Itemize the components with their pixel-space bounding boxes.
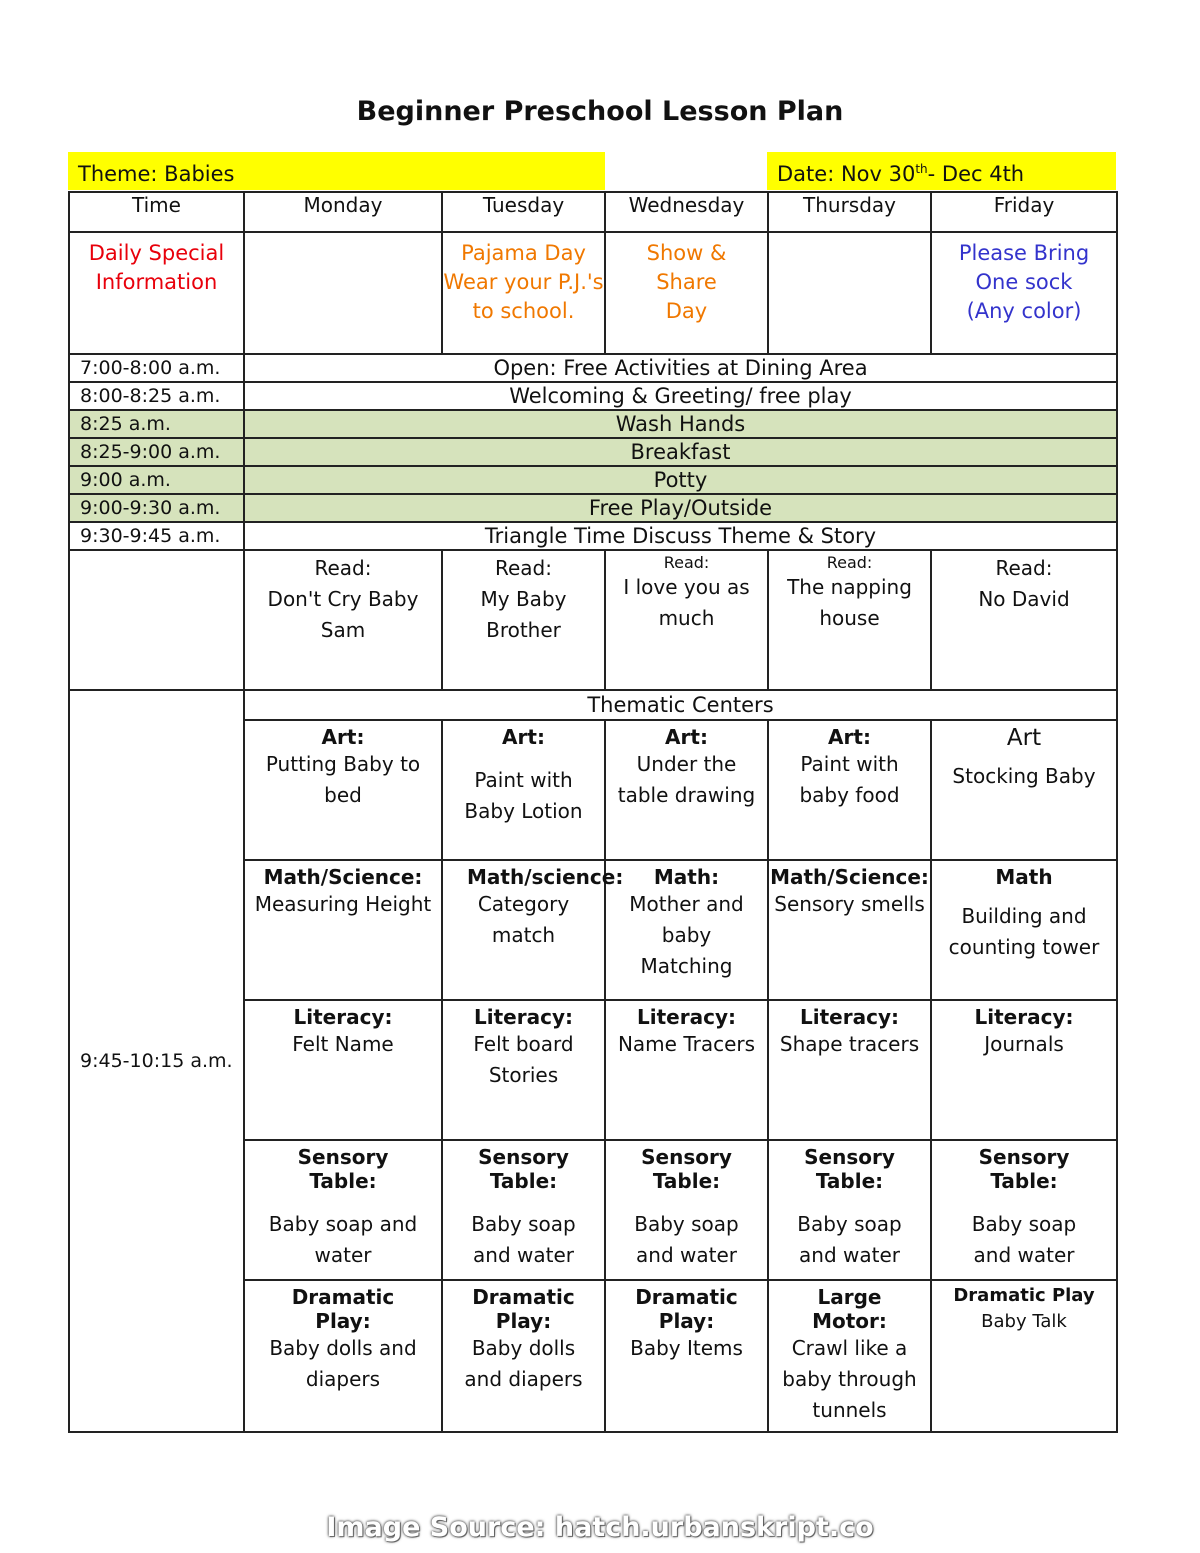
center-cell (931, 1140, 1117, 1280)
schedule-row (69, 522, 1117, 550)
center-value: Felt board Stories (473, 1032, 574, 1087)
center-label: Math (995, 865, 1053, 889)
center-value: Category match (477, 892, 570, 947)
center-label: Art (1006, 725, 1042, 751)
center-value: Putting Baby to bed (265, 752, 421, 807)
center-cell (931, 1280, 1117, 1432)
center-label: Art: (502, 725, 545, 749)
schedule-time: 7:00-8:00 a.m. (69, 354, 244, 382)
center-value: Paint with Baby Lotion (464, 768, 583, 823)
special-thursday (768, 232, 931, 354)
center-cell (931, 720, 1117, 860)
schedule-activity: Breakfast (244, 438, 1117, 466)
center-label: Sensory Table: (478, 1145, 569, 1193)
center-cell (768, 1000, 931, 1140)
center-cell (244, 1140, 442, 1280)
centers-title: Thematic Centers (244, 690, 1117, 720)
read-title: Don't Cry Baby Sam (267, 587, 419, 642)
read-wednesday (605, 550, 768, 690)
read-label: Read: (663, 553, 710, 572)
center-label: Literacy: (474, 1005, 573, 1029)
center-value: Mother and baby Matching (629, 892, 744, 978)
center-label: Dramatic Play (953, 1285, 1095, 1306)
center-value: Building and counting tower (948, 904, 1100, 959)
center-value: Baby Items (630, 1336, 743, 1360)
header-wednesday: Wednesday (605, 192, 768, 232)
center-label: Math/Science: (263, 865, 423, 889)
center-value: Baby dolls and diapers (464, 1336, 583, 1391)
center-cell (442, 720, 605, 860)
theme-banner (68, 152, 605, 190)
special-info-row (69, 232, 1117, 354)
schedule-activity: Triangle Time Discuss Theme & Story (244, 522, 1117, 550)
center-cell (244, 720, 442, 860)
read-friday (931, 550, 1117, 690)
read-row (69, 550, 1117, 690)
center-label: Large Motor: (812, 1285, 887, 1333)
center-label: Math: (653, 865, 720, 889)
read-tuesday (442, 550, 605, 690)
read-time-cell (69, 550, 244, 690)
schedule-row (69, 354, 1117, 382)
date-banner (767, 152, 1116, 190)
center-label: Art: (321, 725, 365, 749)
image-source-watermark: Image Source: hatch.urbanskript.co (326, 1512, 874, 1543)
center-value: Baby soap and water (634, 1212, 739, 1267)
center-label: Literacy: (637, 1005, 736, 1029)
read-title: My Baby Brother (480, 587, 567, 642)
center-label: Math/science: (467, 865, 624, 889)
center-cell (605, 860, 768, 1000)
header-friday: Friday (931, 192, 1117, 232)
center-value: Shape tracers (779, 1032, 920, 1056)
special-tuesday: Pajama Day Wear your P.J.'s to school. (442, 232, 605, 354)
center-label: Sensory Table: (978, 1145, 1070, 1193)
center-cell (768, 1140, 931, 1280)
schedule-row (69, 410, 1117, 438)
center-value: Baby Talk (981, 1311, 1067, 1332)
schedule-activity: Free Play/Outside (244, 494, 1117, 522)
center-cell (931, 860, 1117, 1000)
read-thursday (768, 550, 931, 690)
schedule-row (69, 382, 1117, 410)
schedule-time: 8:25-9:00 a.m. (69, 438, 244, 466)
header-monday: Monday (244, 192, 442, 232)
center-label: Literacy: (800, 1005, 899, 1029)
schedule-time: 9:00 a.m. (69, 466, 244, 494)
center-cell (442, 1280, 605, 1432)
read-label: Read: (826, 553, 873, 572)
schedule-time: 9:30-9:45 a.m. (69, 522, 244, 550)
read-label: Read: (995, 556, 1053, 580)
center-value: Sensory smells (774, 892, 925, 916)
center-label: Sensory Table: (641, 1145, 732, 1193)
special-monday (244, 232, 442, 354)
special-label: Daily Special Information (69, 232, 244, 354)
schedule-activity: Welcoming & Greeting/ free play (244, 382, 1117, 410)
read-monday (244, 550, 442, 690)
schedule-time: 9:00-9:30 a.m. (69, 494, 244, 522)
center-label: Art: (665, 725, 708, 749)
schedule-time: 8:25 a.m. (69, 410, 244, 438)
center-cell (244, 1280, 442, 1432)
read-title: No David (978, 587, 1070, 611)
center-label: Sensory Table: (297, 1145, 389, 1193)
center-cell (244, 1000, 442, 1140)
center-value: Felt Name (292, 1032, 394, 1056)
schedule-row (69, 438, 1117, 466)
center-cell (768, 1280, 931, 1432)
center-cell (244, 860, 442, 1000)
center-value: Crawl like a baby through tunnels (782, 1336, 917, 1422)
schedule-activity: Potty (244, 466, 1117, 494)
lesson-plan-table (68, 191, 1118, 1433)
schedule-row (69, 494, 1117, 522)
center-cell (768, 720, 931, 860)
center-value: Baby soap and water (971, 1212, 1077, 1267)
center-value: Baby soap and water (797, 1212, 902, 1267)
read-label: Read: (314, 556, 372, 580)
date-prefix: Date: Nov 30 (777, 162, 916, 186)
center-value: Journals (984, 1032, 1064, 1056)
center-cell (442, 1140, 605, 1280)
center-cell (442, 860, 624, 1000)
center-cell (768, 860, 931, 1000)
center-value: Baby dolls and diapers (269, 1336, 417, 1391)
center-label: Math/Science: (770, 865, 929, 889)
special-friday: Please Bring One sock (Any color) (931, 232, 1117, 354)
read-label: Read: (495, 556, 552, 580)
page-title: Beginner Preschool Lesson Plan (356, 96, 844, 127)
center-value: Stocking Baby (952, 764, 1096, 788)
centers-time: 9:45-10:15 a.m. (69, 690, 244, 1432)
center-label: Dramatic Play: (635, 1285, 738, 1333)
schedule-time: 8:00-8:25 a.m. (69, 382, 244, 410)
date-sup: th (915, 162, 928, 176)
header-tuesday: Tuesday (442, 192, 605, 232)
read-title: The napping house (787, 575, 912, 630)
center-value: Baby soap and water (471, 1212, 576, 1267)
center-cell (931, 1000, 1117, 1140)
center-cell (605, 1280, 768, 1432)
center-value: Measuring Height (254, 892, 432, 916)
schedule-activity: Open: Free Activities at Dining Area (244, 354, 1117, 382)
center-cell (605, 720, 768, 860)
center-cell (605, 1140, 768, 1280)
header-thursday: Thursday (768, 192, 931, 232)
header-time: Time (69, 192, 244, 232)
center-label: Dramatic Play: (291, 1285, 395, 1333)
center-label: Sensory Table: (804, 1145, 895, 1193)
center-value: Under the table drawing (617, 752, 756, 807)
centers-title-row (69, 690, 1117, 720)
center-cell (605, 1000, 768, 1140)
special-wednesday: Show & Share Day (605, 232, 768, 354)
center-label: Dramatic Play: (472, 1285, 575, 1333)
header-row (69, 192, 1117, 232)
center-cell (442, 1000, 605, 1140)
schedule-row (69, 466, 1117, 494)
read-title: I love you as much (623, 575, 750, 630)
schedule-activity: Wash Hands (244, 410, 1117, 438)
theme-label: Theme: Babies (78, 162, 235, 186)
center-value: Name Tracers (617, 1032, 756, 1056)
date-suffix: - Dec 4th (927, 162, 1025, 186)
center-label: Art: (828, 725, 871, 749)
center-value: Paint with baby food (799, 752, 900, 807)
center-value: Baby soap and water (268, 1212, 418, 1267)
center-label: Literacy: (293, 1005, 393, 1029)
center-label: Literacy: (974, 1005, 1074, 1029)
